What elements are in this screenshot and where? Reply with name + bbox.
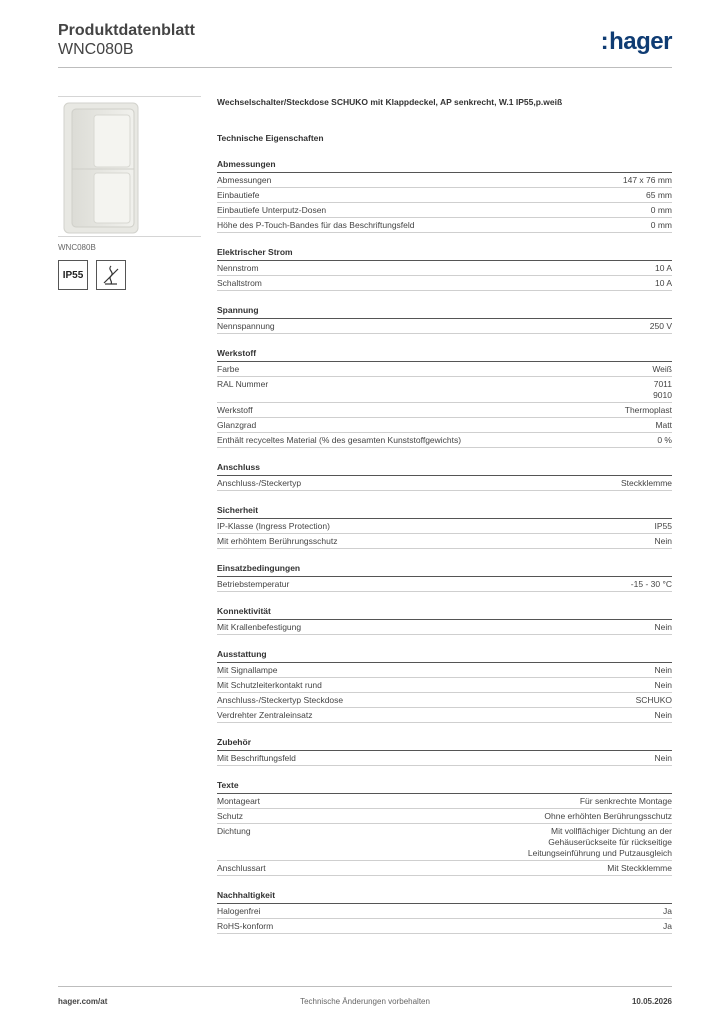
- spec-row: [217, 476, 672, 491]
- spec-value: Weiß: [652, 363, 672, 374]
- spec-row: [217, 904, 672, 919]
- spec-row: [217, 663, 672, 678]
- section-heading: Texte: [217, 779, 672, 794]
- spec-value: Nein: [654, 752, 672, 763]
- footer-disclaimer: Technische Änderungen vorbehalten: [300, 997, 430, 1006]
- product-image: [58, 96, 201, 237]
- spec-label: Dichtung: [217, 825, 251, 836]
- spec-section: [217, 461, 672, 491]
- section-heading: Nachhaltigkeit: [217, 889, 672, 904]
- spec-value: Mit Steckklemme: [607, 862, 672, 873]
- spec-sections: [217, 158, 672, 934]
- spec-row: [217, 261, 672, 276]
- spec-value: 7011 9010: [653, 378, 672, 400]
- spec-row: [217, 519, 672, 534]
- spec-row: [217, 678, 672, 693]
- spec-row: [217, 751, 672, 766]
- spec-value: -15 - 30 °C: [630, 578, 672, 589]
- spec-value: 147 x 76 mm: [622, 174, 672, 185]
- spec-row: [217, 794, 672, 809]
- section-heading: Elektrischer Strom: [217, 246, 672, 261]
- spec-section: [217, 562, 672, 592]
- spec-value: 0 %: [657, 434, 672, 445]
- spec-value: 0 mm: [650, 219, 672, 230]
- spec-section: [217, 736, 672, 766]
- spec-label: Anschluss-/Steckertyp: [217, 477, 302, 488]
- footer-date: 10.05.2026: [631, 997, 672, 1006]
- logo-colon-icon: :: [600, 28, 609, 55]
- spec-label: RAL Nummer: [217, 378, 269, 389]
- certification-badges: [58, 260, 201, 290]
- spec-section: [217, 605, 672, 635]
- spec-row: [217, 577, 672, 592]
- section-heading: Einsatzbedingungen: [217, 562, 672, 577]
- spec-value: SCHUKO: [635, 694, 672, 705]
- spec-row: [217, 620, 672, 635]
- spec-row: [217, 418, 672, 433]
- spec-row: [217, 693, 672, 708]
- spec-value: Ja: [663, 920, 672, 931]
- specifications-column: [217, 96, 672, 934]
- spec-label: Mit Schutzleiterkontakt rund: [217, 679, 322, 690]
- spec-label: Einbautiefe: [217, 189, 260, 200]
- spec-row: [217, 809, 672, 824]
- section-heading: Abmessungen: [217, 158, 672, 173]
- spec-value: Steckklemme: [620, 477, 672, 488]
- spec-row: [217, 218, 672, 233]
- spec-label: Enthält recyceltes Material (% des gesamten Kunststoffgewichts): [217, 434, 462, 445]
- spec-row: [217, 319, 672, 334]
- spec-value: Für senkrechte Montage: [579, 795, 672, 806]
- switch-socket-product-icon: [58, 97, 201, 238]
- spec-label: Mit Beschriftungsfeld: [217, 752, 296, 763]
- spec-label: Schutz: [217, 810, 243, 821]
- section-heading: Spannung: [217, 304, 672, 319]
- spec-section: [217, 347, 672, 448]
- spec-row: [217, 861, 672, 876]
- ip55-badge: IP55: [58, 260, 88, 290]
- spec-value: Nein: [654, 679, 672, 690]
- hager-logo: [601, 28, 672, 56]
- document-title: Produktdatenblatt: [58, 22, 195, 39]
- spec-label: Schaltstrom: [217, 277, 262, 288]
- footer-website: hager.com/at: [58, 997, 108, 1006]
- spec-value: 10 A: [654, 262, 672, 273]
- product-code: WNC080B: [58, 41, 134, 58]
- section-heading: Werkstoff: [217, 347, 672, 362]
- page-header: [58, 22, 672, 70]
- spec-label: Glanzgrad: [217, 419, 257, 430]
- left-column: [58, 96, 201, 290]
- spec-value: 0 mm: [650, 204, 672, 215]
- spec-row: [217, 534, 672, 549]
- section-heading: Zubehör: [217, 736, 672, 751]
- spec-section: [217, 779, 672, 876]
- spec-label: Anschlussart: [217, 862, 266, 873]
- spec-label: Betriebstemperatur: [217, 578, 290, 589]
- spec-section: [217, 889, 672, 934]
- spec-value: 10 A: [654, 277, 672, 288]
- spec-value: Nein: [654, 621, 672, 632]
- spec-label: Montageart: [217, 795, 260, 806]
- technical-properties-heading: Technische Eigenschaften: [217, 133, 324, 143]
- spec-label: Einbautiefe Unterputz-Dosen: [217, 204, 327, 215]
- spec-row: [217, 919, 672, 934]
- spec-label: Mit erhöhtem Berührungsschutz: [217, 535, 338, 546]
- spec-row: [217, 203, 672, 218]
- spec-value: IP55: [654, 520, 672, 531]
- spec-label: Werkstoff: [217, 404, 253, 415]
- spec-row: [217, 403, 672, 418]
- spec-value: Nein: [654, 664, 672, 675]
- section-heading: Anschluss: [217, 461, 672, 476]
- spec-label: Verdrehter Zentraleinsatz: [217, 709, 313, 720]
- footer-divider: [58, 986, 672, 987]
- spec-label: Nennspannung: [217, 320, 275, 331]
- spec-row: [217, 188, 672, 203]
- spec-row: [217, 276, 672, 291]
- spec-label: RoHS-konform: [217, 920, 274, 931]
- product-description: Wechselschalter/Steckdose SCHUKO mit Klappdeckel, AP senkrecht, W.1 IP55,p.weiß: [217, 97, 563, 107]
- logo-text: hager: [609, 28, 672, 55]
- spec-section: [217, 504, 672, 549]
- spec-row: [217, 433, 672, 448]
- spec-value: Ja: [663, 905, 672, 916]
- spec-row: [217, 708, 672, 723]
- spec-value: Ohne erhöhten Berührungsschutz: [544, 810, 672, 821]
- spec-section: [217, 246, 672, 291]
- spec-row: [217, 362, 672, 377]
- spec-value: Mit vollflächiger Dichtung an der Gehäuserückseite für rückseitige Leitungseinführung und Putzausgleich: [527, 825, 672, 858]
- image-caption: WNC080B: [58, 243, 96, 252]
- spec-value: 250 V: [649, 320, 672, 331]
- spec-label: Mit Signallampe: [217, 664, 278, 675]
- spec-label: Höhe des P-Touch-Bandes für das Beschriftungsfeld: [217, 219, 415, 230]
- spec-value: Nein: [654, 535, 672, 546]
- spec-label: Halogenfrei: [217, 905, 261, 916]
- spec-section: [217, 158, 672, 233]
- spec-row: [217, 173, 672, 188]
- spec-label: Abmessungen: [217, 174, 272, 185]
- spec-value: 65 mm: [646, 189, 672, 200]
- section-heading: Sicherheit: [217, 504, 672, 519]
- spec-label: Farbe: [217, 363, 240, 374]
- spec-section: [217, 304, 672, 334]
- spec-label: Mit Krallenbefestigung: [217, 621, 302, 632]
- spec-row: [217, 824, 672, 861]
- spec-section: [217, 648, 672, 723]
- spec-value: Matt: [655, 419, 672, 430]
- spec-value: Nein: [654, 709, 672, 720]
- spec-label: Nennstrom: [217, 262, 259, 273]
- spec-value: Thermoplast: [624, 404, 672, 415]
- header-divider: [58, 67, 672, 68]
- spec-label: Anschluss-/Steckertyp Steckdose: [217, 694, 344, 705]
- spec-row: [217, 377, 672, 403]
- section-heading: Konnektivität: [217, 605, 672, 620]
- section-heading: Ausstattung: [217, 648, 672, 663]
- installation-symbol-icon: [96, 260, 126, 290]
- spec-label: IP-Klasse (Ingress Protection): [217, 520, 330, 531]
